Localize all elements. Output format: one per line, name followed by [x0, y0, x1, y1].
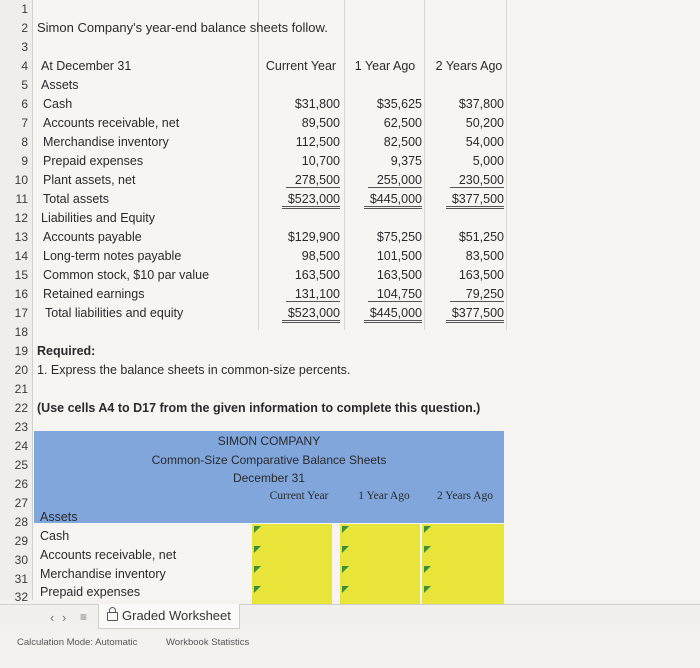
row-label[interactable]: Total liabilities and equity: [45, 306, 184, 320]
cell-value[interactable]: $51,250: [458, 230, 504, 244]
cell-value[interactable]: $377,500: [446, 306, 504, 323]
col-header-1-year-ago[interactable]: 1 Year Ago: [354, 59, 416, 73]
row-number: 13: [14, 230, 28, 244]
row-number: 16: [14, 287, 28, 301]
company-name: SIMON COMPANY: [217, 434, 321, 448]
row-number: 10: [14, 173, 28, 187]
cs-row-label: Accounts receivable, net: [40, 548, 177, 562]
row-number: 22: [14, 401, 28, 415]
row-label[interactable]: Retained earnings: [43, 287, 145, 301]
row-number: 6: [21, 97, 28, 111]
column-divider: [506, 0, 507, 330]
row-number: 12: [14, 211, 28, 225]
row-label[interactable]: Total assets: [43, 192, 110, 206]
row-number: 20: [14, 363, 28, 377]
cell-value[interactable]: 230,500: [450, 173, 504, 188]
cell-value[interactable]: 89,500: [301, 116, 340, 130]
input-cells-2-years-ago[interactable]: [422, 524, 504, 604]
row-number: 2: [21, 21, 28, 35]
row-number: 18: [14, 325, 28, 339]
row-number: 8: [21, 135, 28, 149]
lock-icon: [107, 612, 118, 621]
required-label: Required:: [37, 344, 96, 358]
liabilities-heading[interactable]: Liabilities and Equity: [41, 211, 155, 225]
row-number: 11: [15, 192, 28, 206]
sheet-list-icon[interactable]: ≡: [80, 610, 88, 624]
row-number: 21: [14, 382, 28, 396]
row-number: 7: [21, 116, 28, 130]
cell-value[interactable]: 98,500: [301, 249, 340, 263]
cell-value[interactable]: $377,500: [446, 192, 504, 209]
cell-value[interactable]: 112,500: [295, 135, 340, 149]
row-number: 32: [14, 590, 28, 604]
row-number: 5: [21, 78, 28, 92]
row-number: 28: [14, 515, 28, 529]
row-number: 31: [14, 572, 28, 586]
statement-date: December 31: [232, 471, 306, 485]
cs-row-label: Prepaid expenses: [40, 585, 141, 599]
next-sheet-icon[interactable]: ›: [62, 610, 67, 625]
cell-value[interactable]: $523,000: [282, 306, 340, 323]
row-label[interactable]: Cash: [43, 97, 73, 111]
cell-value[interactable]: 163,500: [294, 268, 340, 282]
cell-value[interactable]: $445,000: [364, 192, 422, 209]
row-label[interactable]: Accounts payable: [43, 230, 142, 244]
row-number-column: [0, 0, 33, 604]
row-number: 24: [14, 439, 28, 453]
cs-col-2-years-ago: 2 Years Ago: [437, 490, 493, 502]
col-header-2-years-ago[interactable]: 2 Years Ago: [435, 59, 503, 73]
row-number: 3: [21, 40, 28, 54]
cell-value[interactable]: $75,250: [376, 230, 422, 244]
row-label[interactable]: Accounts receivable, net: [43, 116, 180, 130]
row-number: 14: [14, 249, 28, 263]
cell-value[interactable]: 104,750: [368, 287, 422, 302]
cell-value[interactable]: 163,500: [458, 268, 504, 282]
cell-value[interactable]: $523,000: [282, 192, 340, 209]
row-number: 17: [14, 306, 28, 320]
row-number: 27: [14, 496, 28, 510]
row-number: 23: [14, 420, 28, 434]
col-header-current-year[interactable]: Current Year: [265, 59, 337, 73]
cell-value[interactable]: $31,800: [294, 97, 340, 111]
cell-value[interactable]: $37,800: [458, 97, 504, 111]
row-label[interactable]: Plant assets, net: [43, 173, 136, 187]
status-bar: [0, 630, 700, 668]
row-number: 19: [14, 344, 28, 358]
row-label[interactable]: Common stock, $10 par value: [43, 268, 210, 282]
cell-value[interactable]: 79,250: [450, 287, 504, 302]
workbook-statistics[interactable]: Workbook Statistics: [166, 637, 250, 648]
row-number: 30: [14, 553, 28, 567]
instruction-text: 1. Express the balance sheets in common-size percents.: [37, 363, 351, 377]
row-number: 25: [14, 458, 28, 472]
calculation-mode[interactable]: Calculation Mode: Automatic: [17, 637, 138, 648]
cell-value[interactable]: $445,000: [364, 306, 422, 323]
cell-value[interactable]: $35,625: [376, 97, 422, 111]
cell-value[interactable]: 255,000: [368, 173, 422, 188]
cell-value[interactable]: 62,500: [383, 116, 422, 130]
row-number: 9: [21, 154, 28, 168]
date-label[interactable]: At December 31: [41, 59, 132, 73]
row-number: 1: [21, 2, 28, 16]
cell-value[interactable]: 101,500: [376, 249, 422, 263]
cs-row-label: Merchandise inventory: [40, 567, 166, 581]
row-number: 15: [14, 268, 28, 282]
cell-value[interactable]: 163,500: [376, 268, 422, 282]
assets-heading[interactable]: Assets: [41, 78, 79, 92]
row-number: 29: [14, 534, 28, 548]
row-label[interactable]: Long-term notes payable: [43, 249, 182, 263]
instruction-note: (Use cells A4 to D17 from the given information to complete this question.): [37, 401, 481, 415]
statement-title: Common-Size Comparative Balance Sheets: [151, 453, 387, 467]
cs-row-label: Cash: [40, 529, 70, 543]
cell-value[interactable]: 5,000: [472, 154, 504, 168]
cell-value[interactable]: 9,375: [390, 154, 422, 168]
cs-assets-heading: Assets: [40, 510, 78, 524]
input-cells-1-year-ago[interactable]: [340, 524, 420, 604]
cs-col-1-year-ago: 1 Year Ago: [358, 490, 410, 502]
tab-graded-worksheet[interactable]: [98, 604, 240, 629]
row-number: 26: [14, 477, 28, 491]
tab-label: Graded Worksheet: [122, 608, 231, 623]
cs-col-current-year: Current Year: [269, 490, 329, 502]
cell-value[interactable]: 83,500: [465, 249, 504, 263]
row-label[interactable]: Prepaid expenses: [43, 154, 144, 168]
row-label[interactable]: Merchandise inventory: [43, 135, 169, 149]
cell-value[interactable]: 54,000: [465, 135, 504, 149]
cell-value[interactable]: 50,200: [465, 116, 504, 130]
row-number: 4: [21, 59, 28, 73]
input-cells-current-year[interactable]: [252, 524, 332, 604]
cell-value[interactable]: 10,700: [301, 154, 340, 168]
cell-value[interactable]: 82,500: [383, 135, 422, 149]
cell-value[interactable]: 278,500: [286, 173, 340, 188]
prev-sheet-icon[interactable]: ‹: [50, 610, 55, 625]
sheet-title: Simon Company's year-end balance sheets follow.: [37, 20, 328, 35]
cell-value[interactable]: 131,100: [286, 287, 340, 302]
cell-value[interactable]: $129,900: [287, 230, 340, 244]
